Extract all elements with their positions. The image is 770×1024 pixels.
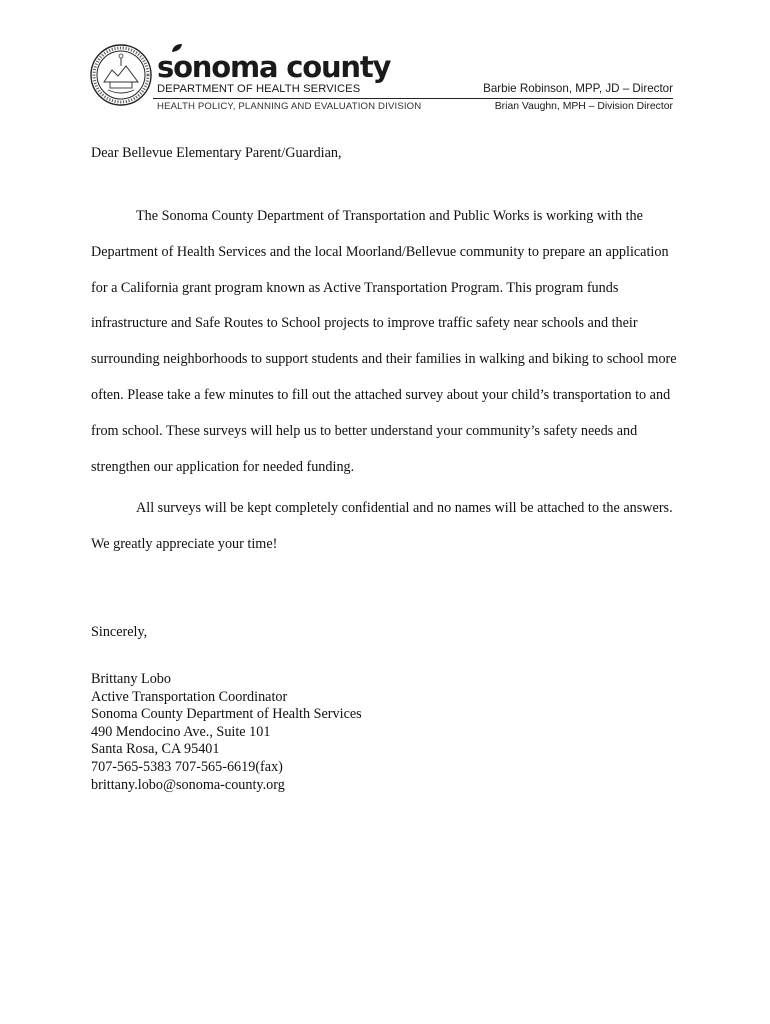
salutation: Dear Bellevue Elementary Parent/Guardian, — [91, 145, 342, 161]
email-address: brittany.lobo@sonoma-county.org — [91, 776, 285, 793]
signature-block — [91, 671, 362, 794]
signer-organization: Sonoma County Department of Health Services — [91, 706, 362, 723]
brand-logo: sonoma county — [157, 50, 391, 84]
body-paragraph-2: All surveys will be kept completely confidential and no names will be attached to the answers. We greatly appreciate your time! — [91, 500, 673, 552]
body-paragraph-1: The Sonoma County Department of Transportation and Public Works is working with the Department of Health Services and the local Moorland/Bellevue community to prepare an application for a California grant program known as Active Transportation Program. This program funds infrastructure and Safe Routes to School projects to improve traffic safety near schools and their surrounding neighborhoods to support students and their families in walking and biking to school more often. Please take a few minutes to fill out the attached survey about your child’s transportation to and from school. These surveys will help us to better understand your community’s safety needs and strengthen our application for needed funding. — [91, 208, 677, 475]
division-name: HEALTH POLICY, PLANNING AND EVALUATION DIVISION — [157, 101, 422, 112]
department-name: DEPARTMENT OF HEALTH SERVICES — [157, 83, 361, 95]
phone-numbers: 707-565-5383 707-565-6619(fax) — [91, 758, 283, 775]
division-director-name: Brian Vaughn, MPH – Division Director — [494, 101, 673, 112]
letterhead-divider — [153, 98, 673, 99]
county-seal-icon — [90, 44, 152, 106]
closing: Sincerely, — [91, 624, 148, 640]
address-line-1: 490 Mendocino Ave., Suite 101 — [91, 723, 271, 740]
address-line-2: Santa Rosa, CA 95401 — [91, 741, 220, 758]
signer-title: Active Transportation Coordinator — [91, 688, 288, 705]
signer-name: Brittany Lobo — [91, 671, 171, 687]
director-name: Barbie Robinson, MPP, JD – Director — [483, 82, 673, 95]
